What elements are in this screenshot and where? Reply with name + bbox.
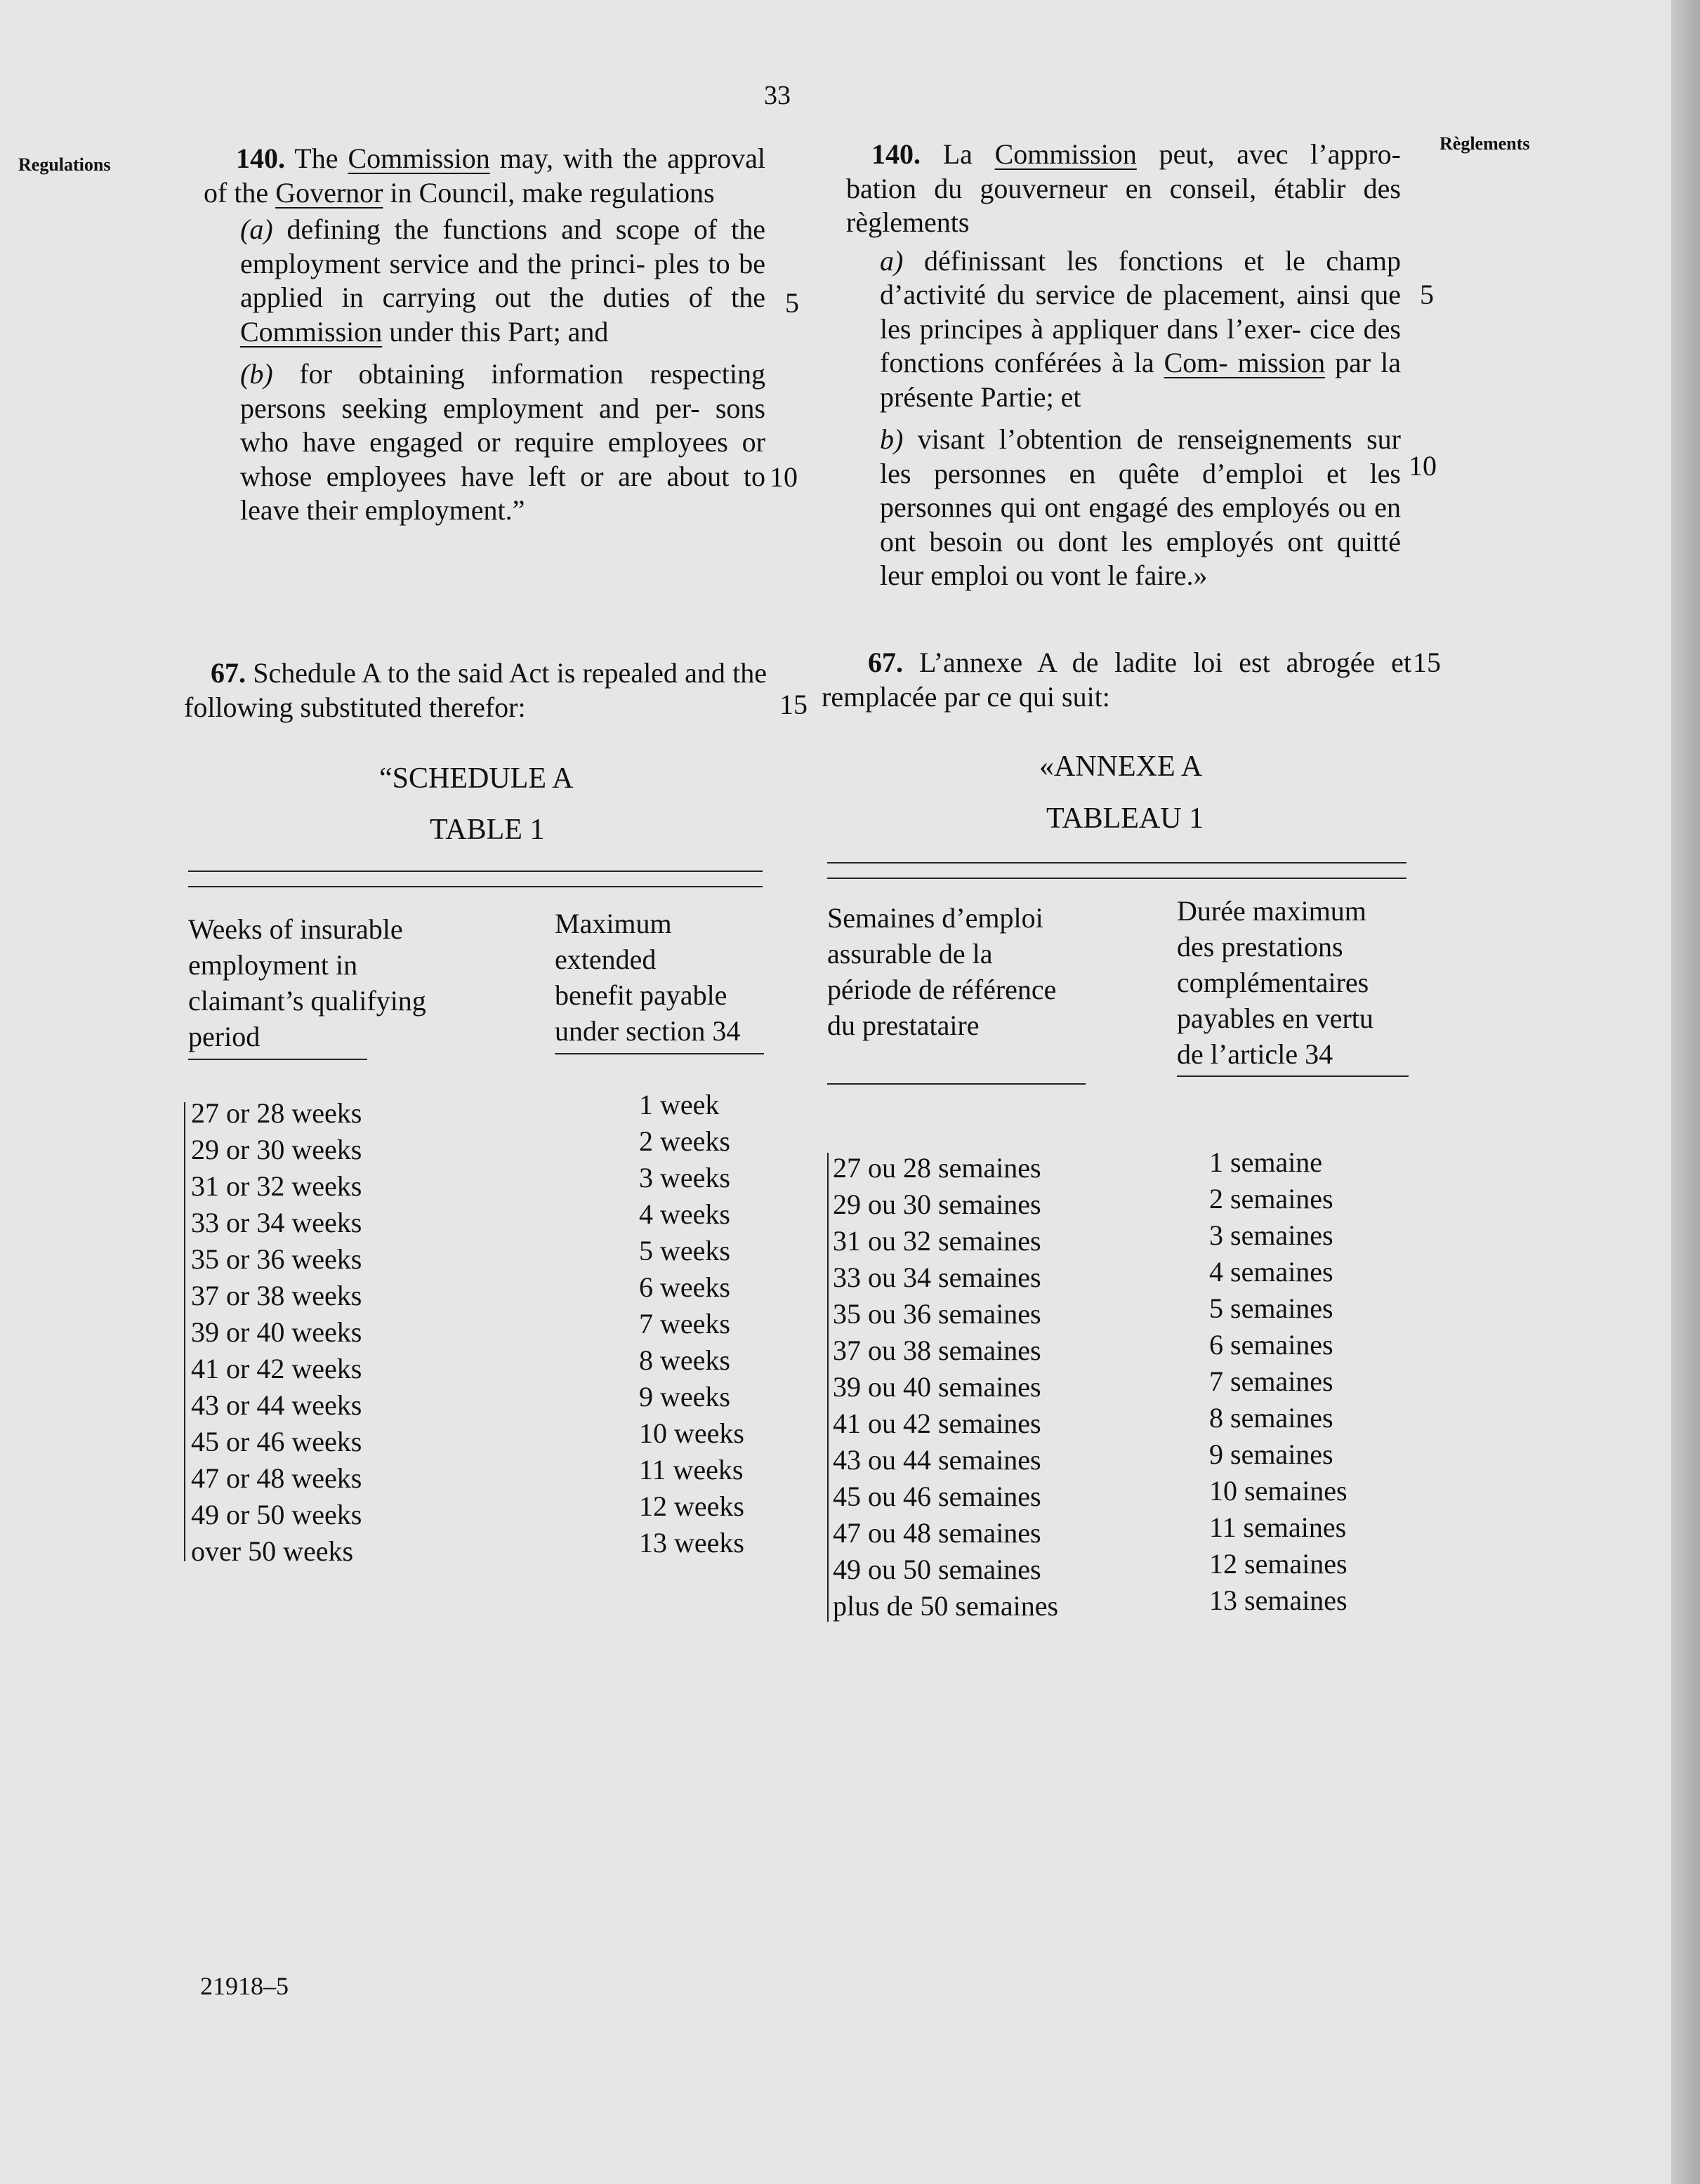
margin-note-fr: Règlements xyxy=(1439,133,1530,154)
table-row: 29 or 30 weeks xyxy=(191,1134,362,1165)
margin-note-en: Regulations xyxy=(18,154,111,175)
table-row: 45 or 46 weeks xyxy=(191,1426,362,1457)
table-cell: 10 semaines xyxy=(1209,1475,1348,1507)
section-number: 140. xyxy=(236,143,285,174)
line-number-en-15: 15 xyxy=(779,689,808,720)
table-cell: 10 weeks xyxy=(639,1417,744,1449)
table-cell: 1 week xyxy=(639,1089,720,1120)
paragraph-b-fr: b) visant l’obtention de renseignements sur les personnes en quête d’emploi et les personnes qui ont engagé des employés ou en ont besoin ou dont les employés ont quitté leur emploi ou vont le faire.» xyxy=(880,423,1402,591)
table-row: over 50 weeks xyxy=(191,1535,354,1567)
table-cell: 6 weeks xyxy=(639,1271,730,1303)
table-row: plus de 50 semaines xyxy=(833,1590,1059,1622)
header-rule-en-col2 xyxy=(555,1053,764,1054)
table-row: 41 ou 42 semaines xyxy=(833,1408,1041,1439)
table-cell: 4 weeks xyxy=(639,1198,730,1230)
table-row: 43 or 44 weeks xyxy=(191,1389,362,1421)
table-body-en-col2 xyxy=(639,1087,744,1561)
table-cell: 5 semaines xyxy=(1209,1292,1333,1324)
section-67-en: 67. Schedule A to the said Act is repealed and the following substituted therefor: xyxy=(184,657,767,723)
table-row: 35 ou 36 semaines xyxy=(833,1298,1041,1330)
schedule-title-en: “SCHEDULE A xyxy=(379,762,574,795)
table-rule-top-en xyxy=(188,871,763,872)
table-row: 39 or 40 weeks xyxy=(191,1316,362,1348)
section-140-fr: 140. La Commission peut, avec l’appro- bation du gouverneur en conseil, établir des règlements xyxy=(846,138,1401,238)
line-number-fr-15: 15 xyxy=(1413,647,1441,678)
table-body-fr-col2 xyxy=(1209,1144,1348,1619)
commission-term: Com- mission xyxy=(1164,347,1326,378)
table-cell: 1 semaine xyxy=(1209,1146,1323,1178)
table-body-en-col1 xyxy=(191,1095,362,1570)
commission-term: Commission xyxy=(240,315,383,348)
table-vbar-en xyxy=(184,1102,185,1561)
table-row: 33 ou 34 semaines xyxy=(833,1262,1041,1293)
table-title-en: TABLE 1 xyxy=(430,814,545,846)
section-140-en: 140. The Commission may, with the approval of the Governor in Council, make regulations xyxy=(204,143,766,209)
table-header-fr-col2: Durée maximum des prestations complémentaires payables en vertu de l’article 34 xyxy=(1177,895,1373,1070)
table-row: 49 ou 50 semaines xyxy=(833,1554,1041,1585)
table-row: 41 or 42 weeks xyxy=(191,1353,362,1384)
table-row: 49 or 50 weeks xyxy=(191,1499,362,1530)
table-row: 31 or 32 weeks xyxy=(191,1170,362,1202)
header-rule-fr-col1 xyxy=(827,1083,1086,1085)
english-column xyxy=(204,142,765,528)
table-rule-top-en-2 xyxy=(188,886,763,887)
line-number-en-5: 5 xyxy=(785,287,799,319)
table-row: 31 ou 32 semaines xyxy=(833,1225,1041,1257)
page-edge xyxy=(1671,0,1700,2184)
table-rule-top-fr-2 xyxy=(827,878,1406,879)
table-cell: 12 semaines xyxy=(1209,1548,1348,1580)
table-cell: 3 semaines xyxy=(1209,1219,1333,1251)
table-cell: 13 weeks xyxy=(639,1527,744,1558)
schedule-title-fr: «ANNEXE A xyxy=(1039,750,1203,783)
line-number-en-10: 10 xyxy=(770,461,798,493)
table-cell: 8 weeks xyxy=(639,1344,730,1376)
table-row: 27 ou 28 semaines xyxy=(833,1152,1041,1184)
paragraph-b-en: (b) for obtaining information respecting persons seeking employment and per- sons who have engaged or require employees or whose employees have left or are about to leave their employment.” xyxy=(240,358,765,526)
table-row: 37 ou 38 semaines xyxy=(833,1335,1041,1366)
paragraph-a-en: (a) defining the functions and scope of the employment service and the princi- ples to be applied in carrying out the duties of the Commission under this Part; and xyxy=(240,213,765,348)
table-cell: 6 semaines xyxy=(1209,1329,1333,1361)
table-row: 33 or 34 weeks xyxy=(191,1207,362,1238)
table-row: 47 ou 48 semaines xyxy=(833,1517,1041,1549)
table-row: 27 or 28 weeks xyxy=(191,1097,362,1129)
line-number-fr-10: 10 xyxy=(1409,450,1437,482)
table-cell: 4 semaines xyxy=(1209,1256,1333,1288)
commission-term: Commission xyxy=(348,143,490,174)
table-rule-top-fr xyxy=(827,862,1406,863)
line-number-fr-5: 5 xyxy=(1420,279,1434,310)
table-cell: 7 weeks xyxy=(639,1308,730,1339)
footer-code: 21918–5 xyxy=(200,1972,289,2000)
table-title-fr: TABLEAU 1 xyxy=(1046,802,1204,835)
table-body-fr-col1 xyxy=(833,1150,1058,1624)
table-vbar-fr xyxy=(827,1153,829,1622)
table-row: 43 ou 44 semaines xyxy=(833,1444,1041,1476)
table-cell: 2 weeks xyxy=(639,1125,730,1157)
table-cell: 5 weeks xyxy=(639,1235,730,1266)
table-cell: 9 weeks xyxy=(639,1381,730,1412)
table-row: 35 or 36 weeks xyxy=(191,1243,362,1275)
table-header-fr-col1: Semaines d’emploi assurable de la période de référence du prestataire xyxy=(827,902,1057,1041)
table-cell: 11 weeks xyxy=(639,1454,744,1485)
table-row: 45 ou 46 semaines xyxy=(833,1481,1041,1512)
header-rule-fr-col2 xyxy=(1177,1076,1409,1077)
table-row: 37 or 38 weeks xyxy=(191,1280,362,1311)
table-cell: 11 semaines xyxy=(1209,1511,1347,1543)
governor-term: Governor xyxy=(275,176,383,209)
table-cell: 13 semaines xyxy=(1209,1584,1348,1616)
table-row: 39 ou 40 semaines xyxy=(833,1371,1041,1403)
table-row: 47 or 48 weeks xyxy=(191,1462,362,1494)
section-number: 140. xyxy=(871,138,921,170)
table-cell: 7 semaines xyxy=(1209,1365,1333,1397)
paragraph-a-fr: a) définissant les fonctions et le champ d’activité du service de placement, ainsi que les principes à appliquer dans l’exer- cice des fonctions conférées à la Com- mission par la présente Partie; et xyxy=(880,244,1402,413)
commission-term: Commission xyxy=(994,138,1137,170)
table-row: 29 ou 30 semaines xyxy=(833,1189,1041,1220)
french-column xyxy=(846,138,1401,593)
table-cell: 8 semaines xyxy=(1209,1402,1333,1434)
page-number: 33 xyxy=(764,81,791,110)
table-header-en-col1: Weeks of insurable employment in claimant’s qualifying period xyxy=(188,913,426,1052)
table-cell: 12 weeks xyxy=(639,1490,744,1522)
table-cell: 3 weeks xyxy=(639,1162,730,1193)
table-cell: 2 semaines xyxy=(1209,1183,1333,1215)
header-rule-en-col1 xyxy=(188,1059,367,1060)
table-header-en-col2: Maximum extended benefit payable under section 34 xyxy=(555,908,741,1047)
table-cell: 9 semaines xyxy=(1209,1438,1333,1470)
section-67-fr: 67. L’annexe A de ladite loi est abrogée et remplacée par ce qui suit: xyxy=(822,647,1411,713)
